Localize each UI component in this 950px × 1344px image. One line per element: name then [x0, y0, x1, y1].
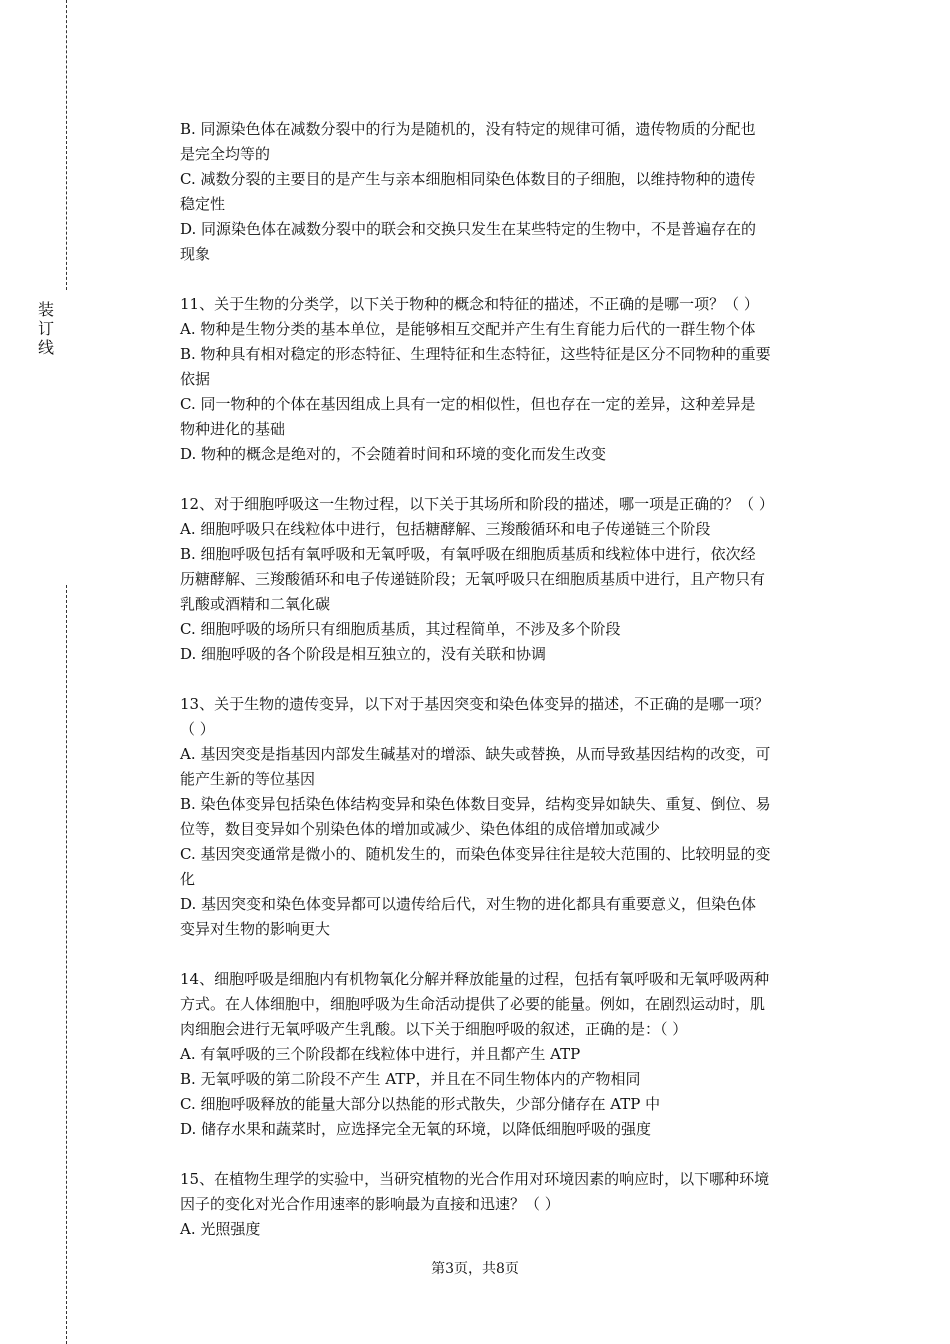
option-line: A. 物种是生物分类的基本单位，是能够相互交配并产生有生育能力后代的一群生物个体	[180, 320, 756, 338]
question-14	[180, 967, 842, 1142]
question-15	[180, 1167, 842, 1242]
option-c	[180, 167, 842, 217]
option-line: 依据	[180, 370, 211, 388]
option-d	[180, 642, 842, 667]
option-line: 现象	[180, 245, 211, 263]
binding-dashed-line-bottom	[66, 585, 67, 1344]
option-b	[180, 342, 842, 392]
question-12	[180, 492, 842, 667]
question-stem: 方式。在人体细胞中，细胞呼吸为生命活动提供了必要的能量。例如，在剧烈运动时，肌	[180, 995, 766, 1013]
option-line: 是完全均等的	[180, 145, 271, 163]
page-number: 第3页，共8页	[431, 1261, 519, 1277]
option-line: A. 细胞呼吸只在线粒体中进行，包括糖酵解、三羧酸循环和电子传递链三个阶段	[180, 520, 711, 538]
option-line: A. 基因突变是指基因内部发生碱基对的增添、缺失或替换，从而导致基因结构的改变，可	[180, 745, 771, 763]
option-line: B. 物种具有相对稳定的形态特征、生理特征和生态特征，这些特征是区分不同物种的重要	[180, 345, 771, 363]
option-line: C. 细胞呼吸释放的能量大部分以热能的形式散失，少部分储存在 ATP 中	[180, 1095, 661, 1113]
option-line: 位等，数目变异如个别染色体的增加或减少、染色体组的成倍增加或减少	[180, 820, 661, 838]
option-line: 能产生新的等位基因	[180, 770, 316, 788]
question-stem: 肉细胞会进行无氧呼吸产生乳酸。以下关于细胞呼吸的叙述，正确的是：（ ）	[180, 1020, 688, 1038]
question-stem: 11、关于生物的分类学，以下关于物种的概念和特征的描述，不正确的是哪一项？（ ）	[180, 295, 759, 313]
option-b	[180, 117, 842, 167]
option-b	[180, 792, 842, 842]
option-line: D. 基因突变和染色体变异都可以遗传给后代，对生物的进化都具有重要意义，但染色体	[180, 895, 757, 913]
option-a	[180, 517, 842, 542]
option-a	[180, 742, 842, 792]
option-line: D. 细胞呼吸的各个阶段是相互独立的，没有关联和协调	[180, 645, 547, 663]
option-line: B. 细胞呼吸包括有氧呼吸和无氧呼吸，有氧呼吸在细胞质基质和线粒体中进行，依次经	[180, 545, 756, 563]
option-line: B. 同源染色体在减数分裂中的行为是随机的，没有特定的规律可循，遗传物质的分配也	[180, 120, 756, 138]
option-line: D. 物种的概念是绝对的，不会随着时间和环境的变化而发生改变	[180, 445, 607, 463]
question-11	[180, 292, 842, 467]
option-c	[180, 617, 842, 642]
carryover-question	[180, 117, 842, 267]
binding-dashed-line-top	[66, 0, 67, 290]
option-line: D. 储存水果和蔬菜时，应选择完全无氧的环境，以降低细胞呼吸的强度	[180, 1120, 652, 1138]
option-a	[180, 1217, 842, 1242]
binding-char: 装	[37, 300, 54, 319]
option-line: C. 减数分裂的主要目的是产生与亲本细胞相同染色体数目的子细胞，以维持物种的遗传	[180, 170, 756, 188]
option-c	[180, 842, 842, 892]
option-d	[180, 442, 842, 467]
exam-content	[180, 117, 842, 1242]
option-line: C. 同一物种的个体在基因组成上具有一定的相似性，但也存在一定的差异，这种差异是	[180, 395, 756, 413]
option-line: A. 光照强度	[180, 1220, 261, 1238]
option-line: 变异对生物的影响更大	[180, 920, 331, 938]
question-stem: 12、对于细胞呼吸这一生物过程，以下关于其场所和阶段的描述，哪一项是正确的？（ ）	[180, 495, 774, 513]
question-stem: 14、细胞呼吸是细胞内有机物氧化分解并释放能量的过程，包括有氧呼吸和无氧呼吸两种	[180, 970, 770, 988]
option-line: 物种进化的基础	[180, 420, 286, 438]
option-b	[180, 1067, 842, 1092]
option-d	[180, 217, 842, 267]
option-line: B. 染色体变异包括染色体结构变异和染色体数目变异，结构变异如缺失、重复、倒位、易	[180, 795, 771, 813]
option-c	[180, 1092, 842, 1117]
question-stem: 15、在植物生理学的实验中，当研究植物的光合作用对环境因素的响应时，以下哪种环境	[180, 1170, 770, 1188]
option-line: D. 同源染色体在减数分裂中的联会和交换只发生在某些特定的生物中，不是普遍存在的	[180, 220, 757, 238]
page-footer	[0, 1258, 950, 1278]
option-line: C. 基因突变通常是微小的、随机发生的，而染色体变异往往是较大范围的、比较明显的变	[180, 845, 771, 863]
option-d	[180, 892, 842, 942]
option-d	[180, 1117, 842, 1142]
option-b	[180, 542, 842, 617]
option-a	[180, 317, 842, 342]
question-stem: （ ）	[180, 720, 215, 738]
option-line: 稳定性	[180, 195, 226, 213]
question-stem: 因子的变化对光合作用速率的影响最为直接和迅速？（ ）	[180, 1195, 560, 1213]
option-line: A. 有氧呼吸的三个阶段都在线粒体中进行，并且都产生 ATP	[180, 1045, 581, 1063]
option-a	[180, 1042, 842, 1067]
question-stem: 13、关于生物的遗传变异，以下对于基因突变和染色体变异的描述，不正确的是哪一项？	[180, 695, 770, 713]
binding-char: 线	[37, 338, 54, 357]
binding-char: 订	[37, 319, 54, 338]
option-c	[180, 392, 842, 442]
option-line: 乳酸或酒精和二氧化碳	[180, 595, 331, 613]
binding-label	[36, 300, 56, 357]
option-line: 化	[180, 870, 196, 888]
option-line: 历糖酵解、三羧酸循环和电子传递链阶段；无氧呼吸只在细胞质基质中进行，且产物只有	[180, 570, 766, 588]
option-line: C. 细胞呼吸的场所只有细胞质基质，其过程简单，不涉及多个阶段	[180, 620, 621, 638]
question-13	[180, 692, 842, 942]
option-line: B. 无氧呼吸的第二阶段不产生 ATP，并且在不同生物体内的产物相同	[180, 1070, 641, 1088]
